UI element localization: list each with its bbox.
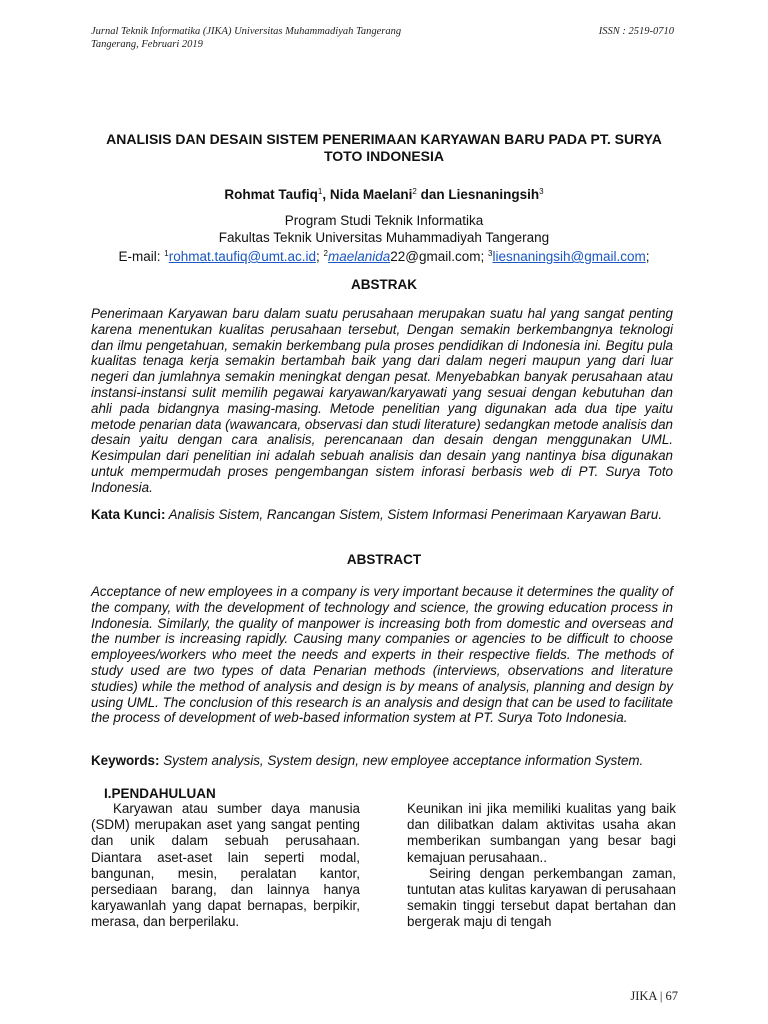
author-3-mark: 3 (539, 187, 544, 196)
right-paragraph-2: Seiring dengan perkembangan zaman, tuntutan atas kulitas karyawan di perusahaan semakin tinggi tersebut dapat bertahan dan bergerak maju di tengah (407, 865, 676, 930)
author-1: Rohmat Taufiq (224, 187, 318, 202)
author-2: Nida Maelani (329, 187, 413, 202)
page-number: JIKA | 67 (630, 989, 678, 1003)
email-1-mark: 1 (164, 249, 169, 258)
email-2-rest: 22@gmail.com; (390, 249, 488, 264)
email-3-mark: 3 (488, 249, 493, 258)
email-link-2[interactable] (328, 249, 390, 264)
email-end: ; (645, 249, 650, 264)
abstrak-body: Penerimaan Karyawan baru dalam suatu perusahaan merupakan suatu hal yang sangat penting karena menentukan kualitas perusahaan tersebut, Dengan semakin berkembangnya teknologi dan ilmu pengetahuan, semakin berkembang pula proses pendidikan di Indonesia ini. Begitu pula kualitas tenaga kerja semakin bertambah baik yang dari dalam negeri maupun yang dari luar negeri dan jumlahnya semakin meningkat dengan pesat. Menyebabkan banyak perusahaan atau instansi-instansi sulit memilih pegawai karyawan/karyawati yang sesuai dengan kebutuhan dan ahli pada bidangnya masing-masing. Metode penelitian yang digunakan ada dua tipe yaitu metode penarian data (wawancara, observasi dan studi literature) sedangkan metode analisis dan desain yaitu dengan cara analisis, perencanaan dan desain dengan menggunakan UML. Kesimpulan dari penelitian ini adalah sebuah analisis dan desain yang nantinya bisa digunakan untuk mempermudah proses pengembangan sistem inforasi berbasis web di PT. Surya Toto Indonesia. (91, 306, 673, 495)
journal-date: Tangerang, Februari 2019 (91, 39, 203, 50)
right-column (407, 801, 676, 931)
author-sep-1: , (322, 187, 330, 202)
right-paragraph-1: Keunikan ini jika memiliki kualitas yang baik dan dilibatkan dalam aktivitas usaha akan memberikan sumbangan yang besar bagi kemajuan perusahaan.. (407, 801, 676, 865)
email-label: E-mail: (118, 249, 165, 264)
program-name: Program Studi Teknik Informatika (284, 213, 484, 228)
left-paragraph-1: Karyawan atau sumber daya manusia (SDM) merupakan aset yang sangat penting dan unik dalam sebuah perusahaan. Diantara aset-aset lain seperti modal, bangunan, mesin, peralatan kantor, persediaan barang, dan lainnya hanya karyawanlah yang dapat bernapas, berpikir, merasa, dan berperilaku. (91, 801, 360, 930)
abstract-heading: ABSTRACT (346, 552, 422, 567)
email-sep-1: ; (315, 249, 324, 264)
kata-kunci-value: Analisis Sistem, Rancangan Sistem, Sistem Informasi Penerimaan Karyawan Baru. (165, 507, 663, 522)
paper-title-line2: TOTO INDONESIA (323, 148, 445, 164)
keywords (91, 753, 673, 769)
running-header (91, 25, 511, 51)
affiliation (91, 213, 677, 266)
author-1-mark: 1 (317, 187, 323, 196)
email-link-3[interactable]: liesnaningsih@gmail.com (492, 249, 646, 264)
author-list (91, 183, 677, 203)
journal-name: Jurnal Teknik Informatika (JIKA) Universitas Muhammadiyah Tangerang (91, 26, 402, 37)
email-link-2-text: maelanida (327, 249, 391, 264)
faculty-name: Fakultas Teknik Universitas Muhammadiyah Tangerang (218, 229, 550, 245)
author-sep-2: dan (416, 187, 449, 202)
author-2-mark: 2 (412, 187, 417, 196)
email-2-mark: 2 (323, 249, 328, 258)
keywords-value: System analysis, System design, new employee acceptance information System. (159, 753, 644, 768)
left-column (91, 801, 360, 931)
email-link-1[interactable]: rohmat.taufiq@umt.ac.id (168, 249, 316, 264)
author-3: Liesnaningsih (448, 187, 540, 202)
paper-title-line1: ANALISIS DAN DESAIN SISTEM PENERIMAAN KARYAWAN BARU PADA PT. SURYA (106, 131, 662, 147)
abstract-body: Acceptance of new employees in a company is very important because it determines the quality of the company, with the development of technology and science, the growing education process in Indonesia. Similarly, the quality of manpower is increasing both from domestic and overseas and the number is increasing rapidly. Causing many companies or agencies to be difficult to choose employees/workers who meet the needs and experts in their respective fields. The methods of study used are two types of data Penarian methods (interviews, observations and literature studies) while the method of analysis and design is by means of analysis, planning and design by using UML. The conclusion of this research is an analysis and design that can be used to facilitate the process of development of web-based information system at PT. Surya Toto Indonesia. (91, 584, 673, 726)
abstrak-heading: ABSTRAK (351, 277, 417, 292)
keywords-label: Keywords: (91, 753, 160, 768)
kata-kunci (91, 507, 673, 523)
kata-kunci-label: Kata Kunci: (91, 507, 166, 522)
email-line (91, 246, 677, 266)
issn: ISSN : 2519-0710 (598, 26, 674, 37)
pendahuluan-heading: I.PENDAHULUAN (104, 786, 216, 801)
paper-title (91, 131, 677, 165)
